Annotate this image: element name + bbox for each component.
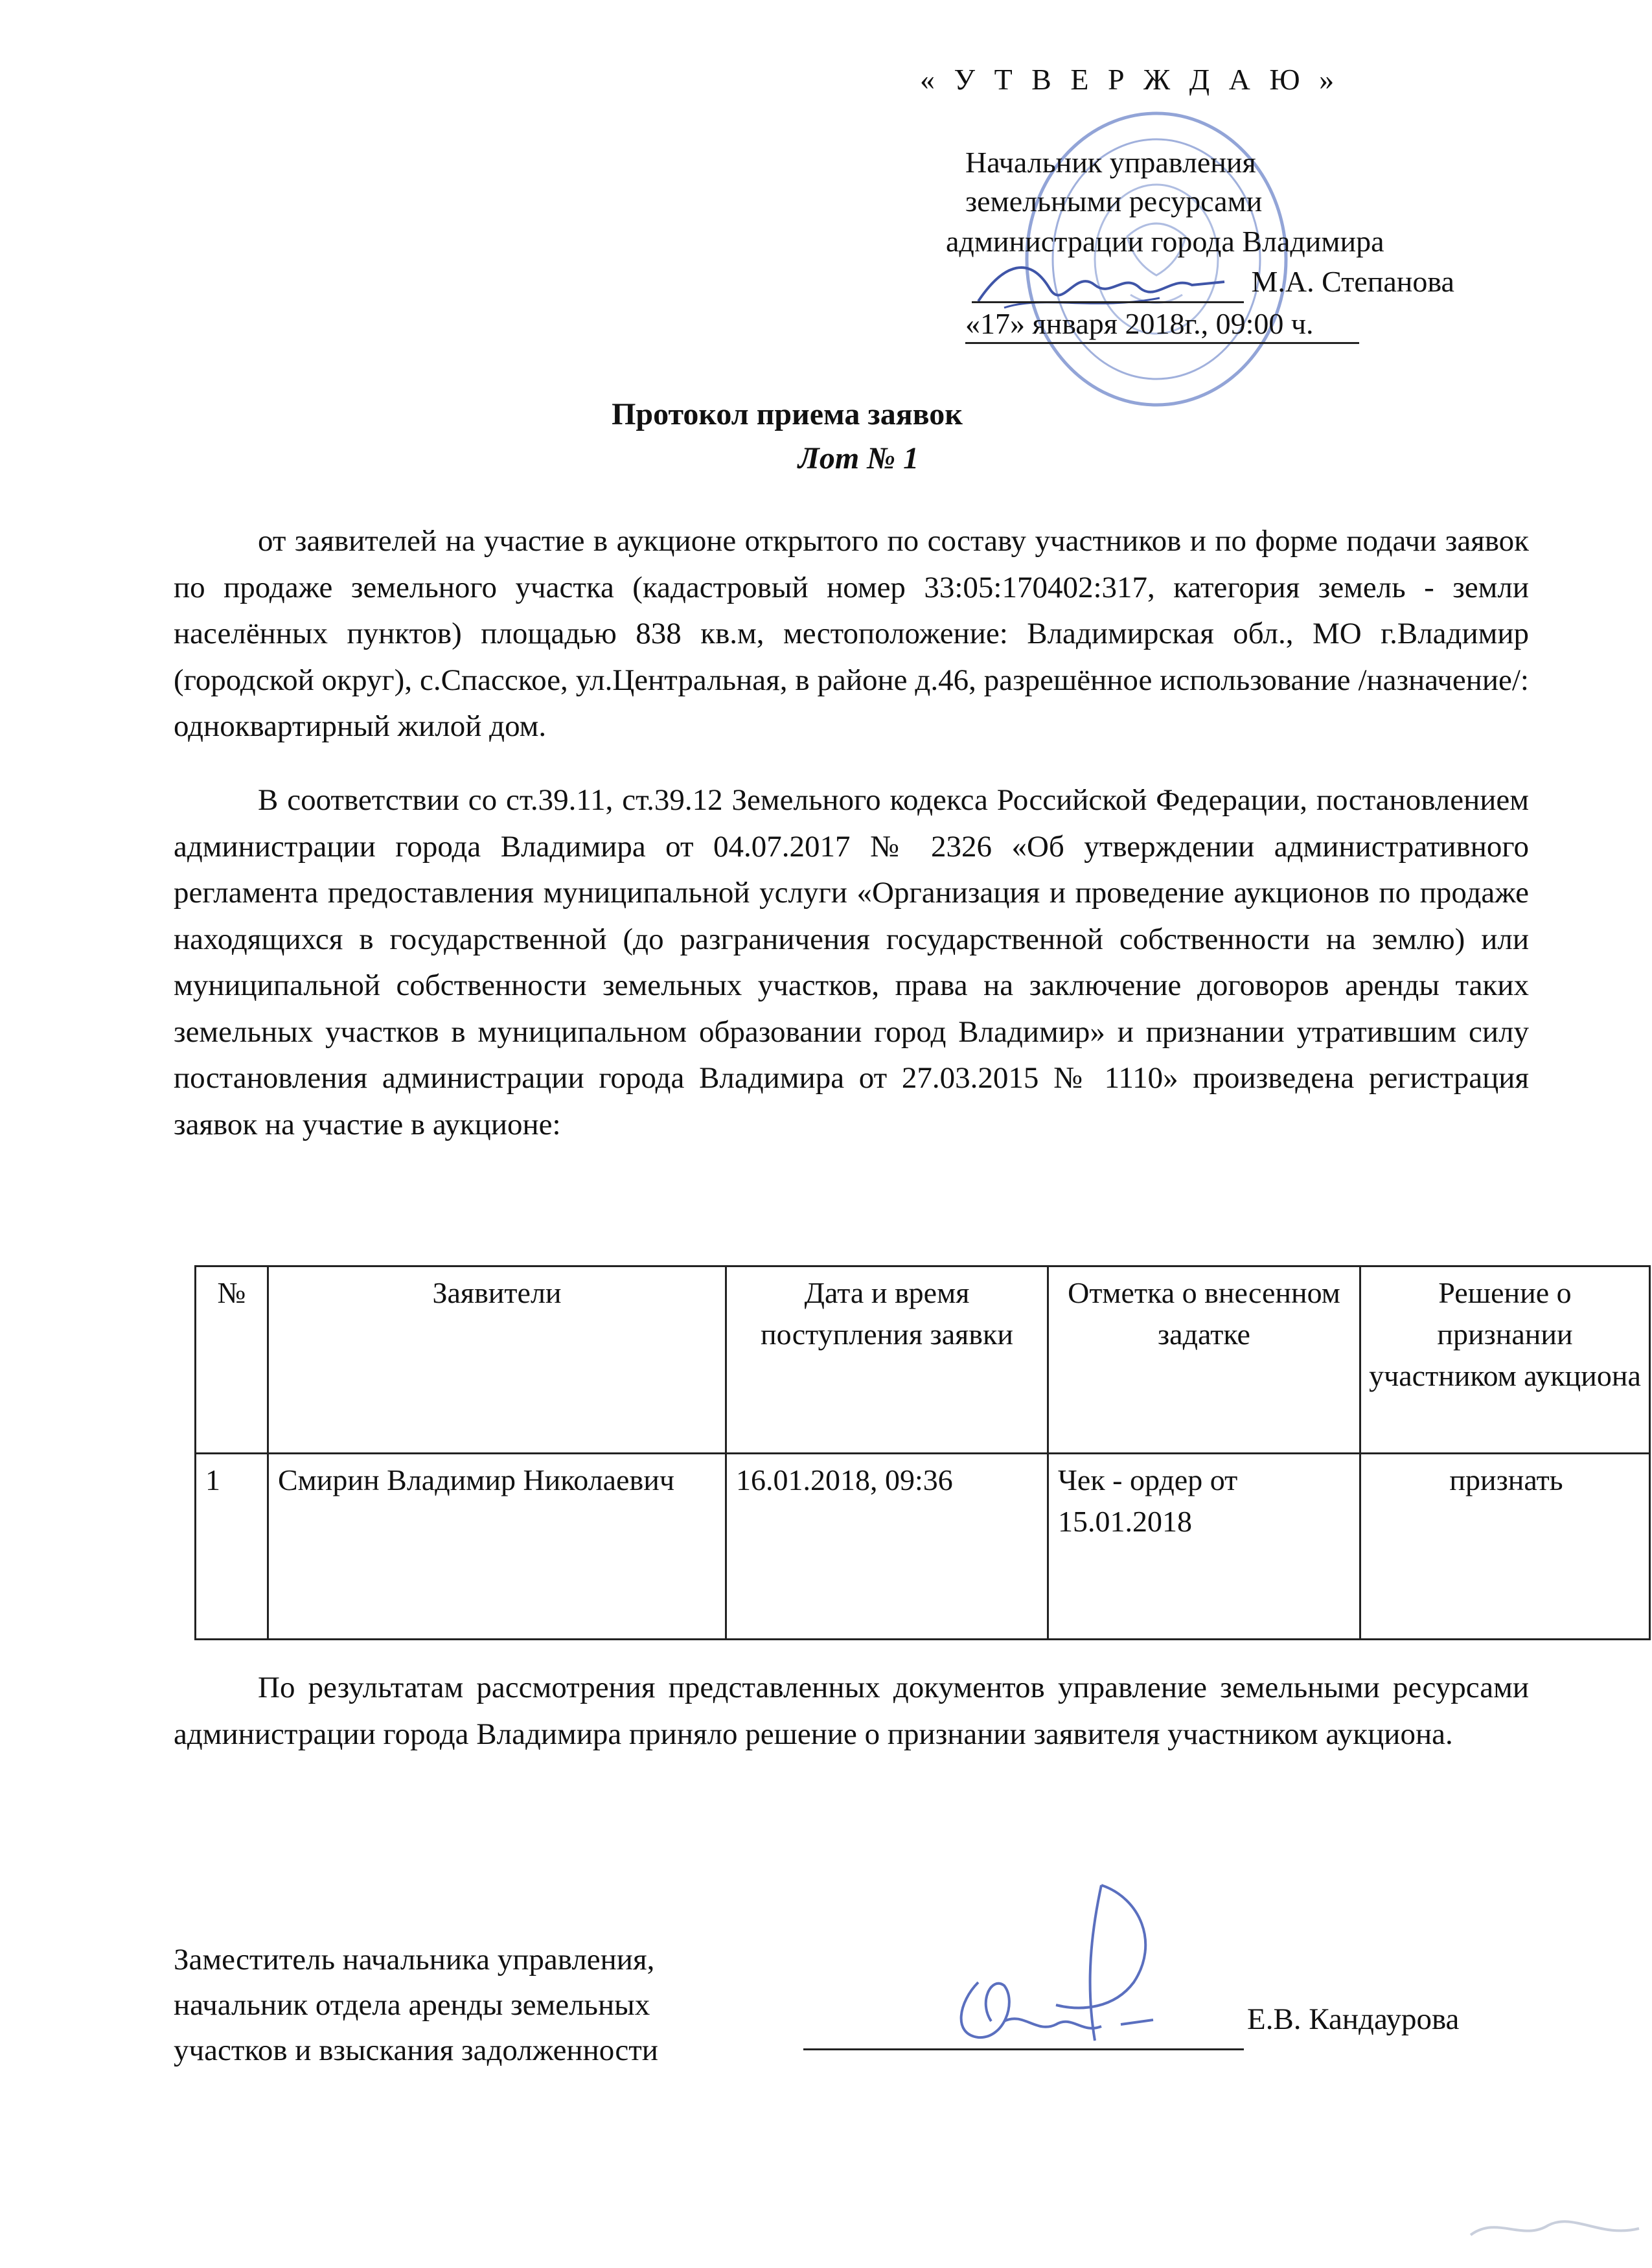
signatory-position bbox=[174, 1937, 658, 2073]
document-title: Протокол приема заявок bbox=[612, 397, 963, 431]
approval-signature-line bbox=[972, 269, 1244, 303]
approval-signer-name: М.А. Степанова bbox=[1251, 265, 1454, 298]
approval-signer-row bbox=[972, 260, 1484, 303]
approval-position-line3: администрации города Владимира bbox=[946, 225, 1384, 258]
cell-date-time: 16.01.2018, 09:36 bbox=[726, 1454, 1048, 1640]
paragraph-applicants: от заявителей на участие в аукционе открытого по составу участников и по форме подачи заявок по продаже земельного участка (кадастровый номер 33:05:170402:317, категория земель - земли населённых пунктов) площадью 838 кв.м, местоположение: Владимирская обл., МО г.Владимир (городской округ), с.Спасское, ул.Центральная, в районе д.46, разрешённое использование /назначение/: одноквартирный жилой дом. bbox=[174, 524, 1529, 743]
header-date-time: Дата и время поступления заявки bbox=[726, 1266, 1048, 1454]
table-row bbox=[196, 1454, 1650, 1640]
approval-heading: « У Т В Е Р Ж Д А Ю » bbox=[920, 63, 1340, 96]
approval-position-line2: земельными ресурсами bbox=[965, 185, 1263, 218]
cell-number: 1 bbox=[196, 1454, 268, 1640]
applications-table bbox=[194, 1265, 1651, 1640]
signatory-name: Е.В. Кандаурова bbox=[1247, 2002, 1460, 2036]
cell-decision: признать bbox=[1360, 1454, 1650, 1640]
header-decision: Решение о признании участником аукциона bbox=[1360, 1266, 1650, 1454]
cell-deposit: Чек - ордер от 15.01.2018 bbox=[1048, 1454, 1360, 1640]
approval-position-line1: Начальник управления bbox=[965, 146, 1256, 179]
signatory-line1: Заместитель начальника управления, bbox=[174, 1943, 655, 1976]
header-deposit: Отметка о внесенном задатке bbox=[1048, 1266, 1360, 1454]
signatory-signature bbox=[907, 1872, 1179, 2086]
signatory-line3: участков и взыскания задолженности bbox=[174, 2033, 658, 2067]
lot-number: Лот № 1 bbox=[797, 441, 919, 475]
approval-date: «17» января 2018г., 09:00 ч. bbox=[965, 306, 1359, 344]
header-applicants: Заявители bbox=[268, 1266, 726, 1454]
signatory-line2: начальник отдела аренды земельных bbox=[174, 1988, 650, 2022]
paragraph-decision: По результатам рассмотрения представленных документов управление земельными ресурсами администрации города Владимира приняло решение о признании заявителя участником аукциона. bbox=[174, 1671, 1529, 1751]
cell-applicant: Смирин Владимир Николаевич bbox=[268, 1454, 726, 1640]
signature-line bbox=[803, 2008, 1244, 2050]
header-number: № bbox=[196, 1266, 268, 1454]
table-header-row bbox=[196, 1266, 1650, 1454]
paragraph-legal-basis: В соответствии со ст.39.11, ст.39.12 Земельного кодекса Российской Федерации, постановлением администрации города Владимира от 04.07.2017 № 2326 «Об утверждении административного регламента предоставления муниципальной услуги «Организация и проведение аукционов по продаже находящихся в государственной (до разграничения государственной собственности на землю) или муниципальной собственности земельных участков, права на заключение договоров аренды таких земельных участков в муниципальном образовании город Владимир» и признании утратившим силу постановления администрации города Владимира от 27.03.2015 № 1110» произведена регистрация заявок на участие в аукционе: bbox=[174, 783, 1529, 1141]
faint-bleed-through-mark bbox=[1458, 2203, 1652, 2254]
